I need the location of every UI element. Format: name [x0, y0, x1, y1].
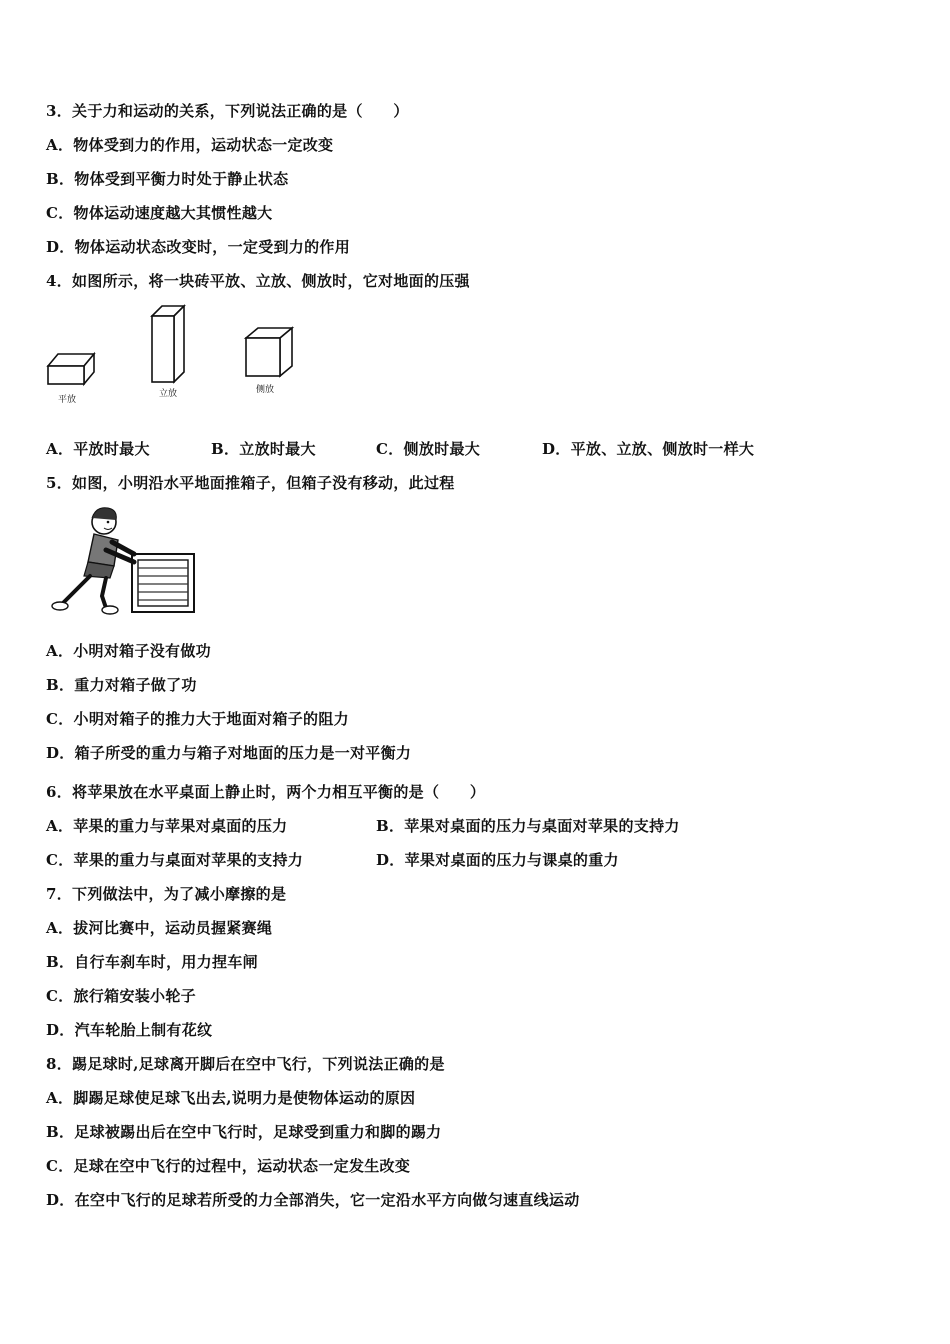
q5-option-a: A．小明对箱子没有做功 — [46, 642, 211, 660]
q8-option-c: C．足球在空中飞行的过程中，运动状态一定发生改变 — [46, 1157, 411, 1175]
q5-option-b: B．重力对箱子做了功 — [46, 676, 197, 694]
q6-option-a: A．苹果的重力与苹果对桌面的压力 — [46, 817, 288, 835]
q4-option-d: D．平放、立放、侧放时一样大 — [542, 440, 755, 458]
q4-option-a: A．平放时最大 — [46, 440, 150, 458]
q3-option-a: A．物体受到力的作用，运动状态一定改变 — [46, 136, 334, 154]
q7-option-c: C．旅行箱安装小轮子 — [46, 987, 196, 1005]
q7-stem: 7．下列做法中，为了减小摩擦的是 — [46, 885, 287, 903]
q6-option-b: B．苹果对桌面的压力与桌面对苹果的支持力 — [376, 817, 680, 835]
q6-stem: 6．将苹果放在水平桌面上静止时，两个力相互平衡的是（ ） — [46, 783, 486, 801]
brick-figure — [44, 300, 314, 412]
brick-figure-drawing — [44, 300, 314, 412]
q8-option-a: A．脚踢足球使足球飞出去,说明力是使物体运动的原因 — [46, 1089, 416, 1107]
q5-stem: 5．如图，小明沿水平地面推箱子，但箱子没有移动，此过程 — [46, 474, 455, 492]
q3-stem: 3．关于力和运动的关系，下列说法正确的是（ ） — [46, 102, 409, 120]
q8-option-d: D．在空中飞行的足球若所受的力全部消失，它一定沿水平方向做匀速直线运动 — [46, 1191, 580, 1209]
brick-label-upright: 立放 — [159, 389, 178, 399]
q7-option-b: B．自行车刹车时，用力捏车闸 — [46, 953, 258, 971]
q4-stem: 4．如图所示，将一块砖平放、立放、侧放时，它对地面的压强 — [46, 272, 470, 290]
q6-option-c: C．苹果的重力与桌面对苹果的支持力 — [46, 851, 304, 869]
q3-option-d: D．物体运动状态改变时，一定受到力的作用 — [46, 238, 351, 256]
q4-option-b: B．立放时最大 — [211, 440, 316, 458]
q3-option-c: C．物体运动速度越大其惯性越大 — [46, 204, 273, 222]
q4-option-c: C．侧放时最大 — [376, 440, 481, 458]
q8-stem: 8．踢足球时,足球离开脚后在空中飞行，下列说法正确的是 — [46, 1055, 445, 1073]
q6-option-d: D．苹果对桌面的压力与课桌的重力 — [376, 851, 619, 869]
boy-pushing-box-drawing — [48, 504, 198, 616]
q3-option-b: B．物体受到平衡力时处于静止状态 — [46, 170, 289, 188]
q5-option-c: C．小明对箱子的推力大于地面对箱子的阻力 — [46, 710, 349, 728]
brick-label-flat: 平放 — [58, 395, 77, 405]
q8-option-b: B．足球被踢出后在空中飞行时，足球受到重力和脚的踢力 — [46, 1123, 442, 1141]
q7-option-a: A．拔河比赛中，运动员握紧赛绳 — [46, 919, 273, 937]
q7-option-d: D．汽车轮胎上制有花纹 — [46, 1021, 213, 1039]
q5-option-d: D．箱子所受的重力与箱子对地面的压力是一对平衡力 — [46, 744, 412, 762]
brick-label-side: 侧放 — [256, 385, 275, 395]
boy-pushing-box-figure — [48, 504, 198, 616]
